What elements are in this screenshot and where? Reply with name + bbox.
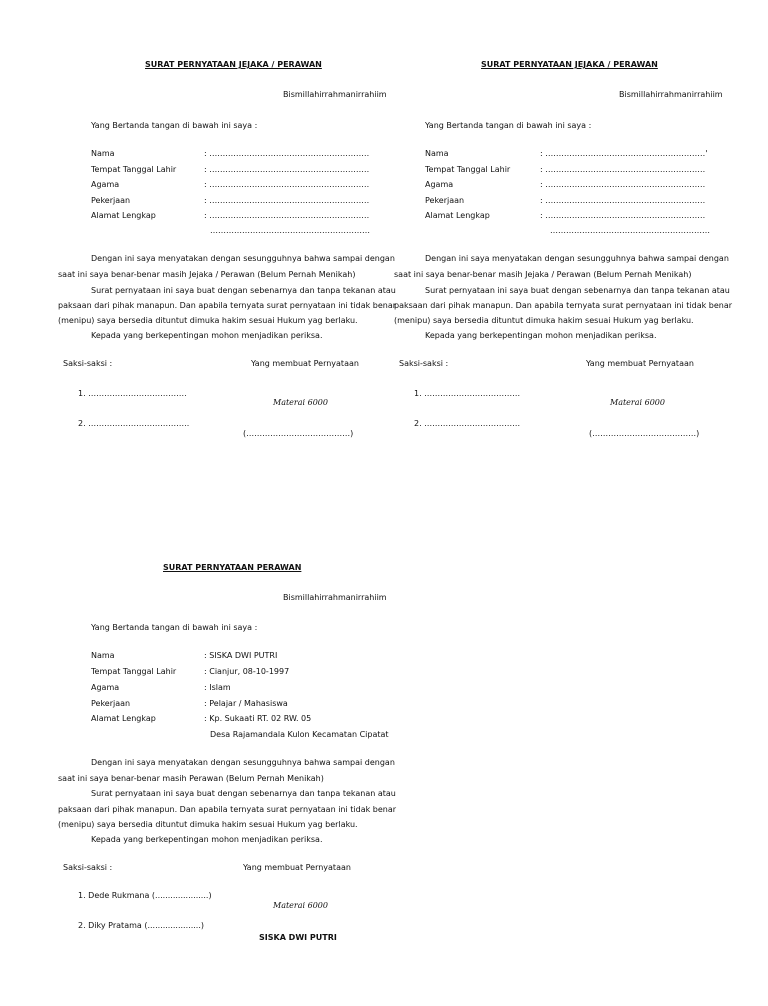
- statement-para1-line2: saat ini saya benar-benar masih Jejaka / Perawan (Belum Pernah Menikah): [58, 270, 356, 279]
- field-value-agama: : ……………………………………………………: [204, 180, 370, 189]
- field-value-alamat-line2: ……………………………………………………: [550, 226, 710, 235]
- field-label-pekerjaan: Pekerjaan: [91, 699, 131, 708]
- field-label-agama: Agama: [425, 180, 454, 189]
- statement-form-blank-right: [394, 0, 733, 520]
- field-label-pekerjaan: Pekerjaan: [425, 196, 465, 205]
- document-title: SURAT PERNYATAAN JEJAKA / PERAWAN: [145, 60, 322, 69]
- statement-para2-line1: Surat pernyataan ini saya buat dengan sebenarnya dan tanpa tekanan atau: [91, 286, 396, 295]
- witness-1: 1. Dede Rukmana (.....................): [78, 891, 212, 900]
- basmalah: Bismillahirrahmanirrahiim: [619, 90, 723, 99]
- statement-para1-line1: Dengan ini saya menyatakan dengan sesungguhnya bahwa sampai dengan: [91, 758, 395, 767]
- field-label-nama: Nama: [425, 149, 449, 158]
- witness-label: Saksi-saksi :: [63, 359, 113, 368]
- statement-para2-line2: paksaan dari pihak manapun. Dan apabila ternyata surat pernyataan ini tidak benar: [58, 301, 397, 310]
- field-label-nama: Nama: [91, 149, 115, 158]
- witness-1: 1. ………………………………: [414, 389, 521, 398]
- field-value-alamat: : Kp. Sukaati RT. 02 RW. 05: [204, 714, 312, 723]
- field-value-alamat: : ……………………………………………………: [204, 211, 370, 220]
- field-value-agama: : ……………………………………………………: [540, 180, 706, 189]
- statement-para3: Kepada yang berkepentingan mohon menjadikan periksa.: [91, 835, 323, 844]
- field-label-nama: Nama: [91, 651, 115, 660]
- witness-2: 2. ………………………………..: [78, 419, 190, 428]
- statement-para2-line3: (menipu) saya bersedia dituntut dimuka hakim sesuai Hukum yag berlaku.: [58, 820, 358, 829]
- document-title: SURAT PERNYATAAN JEJAKA / PERAWAN: [481, 60, 658, 69]
- statement-form-blank-left: [58, 0, 397, 520]
- maker-label: Yang membuat Pernyataan: [243, 863, 351, 872]
- witness-2: 2. Diky Pratama (.....................): [78, 921, 204, 930]
- statement-para3: Kepada yang berkepentingan mohon menjadikan periksa.: [425, 331, 657, 340]
- field-label-ttl: Tempat Tanggal Lahir: [91, 667, 177, 676]
- intro-text: Yang Bertanda tangan di bawah ini saya :: [425, 121, 592, 130]
- witness-label: Saksi-saksi :: [63, 863, 113, 872]
- field-label-agama: Agama: [91, 683, 120, 692]
- basmalah: Bismillahirrahmanirrahiim: [283, 593, 387, 602]
- statement-para2-line2: paksaan dari pihak manapun. Dan apabila ternyata surat pernyataan ini tidak benar: [58, 805, 397, 814]
- field-value-nama: : SISKA DWI PUTRI: [204, 651, 278, 660]
- meterai-stamp: Materai 6000: [273, 901, 328, 910]
- statement-form-filled: [58, 505, 397, 1005]
- signer-name: (…………………………………): [589, 429, 700, 438]
- witness-1: 1. ……………………………….: [78, 389, 187, 398]
- statement-para1-line2: saat ini saya benar-benar masih Jejaka / Perawan (Belum Pernah Menikah): [394, 270, 692, 279]
- field-value-nama: : ……………………………………………………: [204, 149, 370, 158]
- field-value-pekerjaan: : ……………………………………………………: [204, 196, 370, 205]
- basmalah: Bismillahirrahmanirrahiim: [283, 90, 387, 99]
- field-value-ttl: : ……………………………………………………: [204, 165, 370, 174]
- field-label-alamat: Alamat Lengkap: [91, 211, 156, 220]
- field-value-pekerjaan: : ……………………………………………………: [540, 196, 706, 205]
- statement-para2-line2: paksaan dari pihak manapun. Dan apabila ternyata surat pernyataan ini tidak benar: [394, 301, 733, 310]
- witness-2: 2. ………………………………: [414, 419, 521, 428]
- field-value-agama: : Islam: [204, 683, 231, 692]
- statement-para2-line3: (menipu) saya bersedia dituntut dimuka hakim sesuai Hukum yag berlaku.: [58, 316, 358, 325]
- meterai-stamp: Materai 6000: [273, 398, 328, 407]
- maker-label: Yang membuat Pernyataan: [251, 359, 359, 368]
- field-value-alamat-line2: Desa Rajamandala Kulon Kecamatan Cipatat: [210, 730, 389, 739]
- statement-para1-line1: Dengan ini saya menyatakan dengan sesungguhnya bahwa sampai dengan: [91, 254, 395, 263]
- field-label-ttl: Tempat Tanggal Lahir: [425, 165, 511, 174]
- signer-name: (…………………………………): [243, 429, 354, 438]
- statement-para2-line1: Surat pernyataan ini saya buat dengan sebenarnya dan tanpa tekanan atau: [425, 286, 730, 295]
- field-value-pekerjaan: : Pelajar / Mahasiswa: [204, 699, 288, 708]
- field-value-ttl: : ……………………………………………………: [540, 165, 706, 174]
- field-value-ttl: : Cianjur, 08-10-1997: [204, 667, 290, 676]
- statement-para2-line1: Surat pernyataan ini saya buat dengan sebenarnya dan tanpa tekanan atau: [91, 789, 396, 798]
- field-label-ttl: Tempat Tanggal Lahir: [91, 165, 177, 174]
- document-title: SURAT PERNYATAAN PERAWAN: [163, 563, 302, 572]
- field-label-alamat: Alamat Lengkap: [91, 714, 156, 723]
- signer-name: SISKA DWI PUTRI: [259, 933, 337, 942]
- field-label-agama: Agama: [91, 180, 120, 189]
- field-value-alamat: : ……………………………………………………: [540, 211, 706, 220]
- intro-text: Yang Bertanda tangan di bawah ini saya :: [91, 121, 258, 130]
- statement-para1-line2: saat ini saya benar-benar masih Perawan (Belum Pernah Menikah): [58, 774, 324, 783]
- witness-label: Saksi-saksi :: [399, 359, 449, 368]
- field-label-alamat: Alamat Lengkap: [425, 211, 490, 220]
- intro-text: Yang Bertanda tangan di bawah ini saya :: [91, 623, 258, 632]
- meterai-stamp: Materai 6000: [610, 398, 665, 407]
- field-value-alamat-line2: ……………………………………………………: [210, 226, 370, 235]
- field-label-pekerjaan: Pekerjaan: [91, 196, 131, 205]
- statement-para2-line3: (menipu) saya bersedia dituntut dimuka hakim sesuai Hukum yag berlaku.: [394, 316, 694, 325]
- statement-para1-line1: Dengan ini saya menyatakan dengan sesungguhnya bahwa sampai dengan: [425, 254, 729, 263]
- maker-label: Yang membuat Pernyataan: [586, 359, 694, 368]
- statement-para3: Kepada yang berkepentingan mohon menjadikan periksa.: [91, 331, 323, 340]
- field-value-nama: : ……………………………………………………': [540, 149, 708, 158]
